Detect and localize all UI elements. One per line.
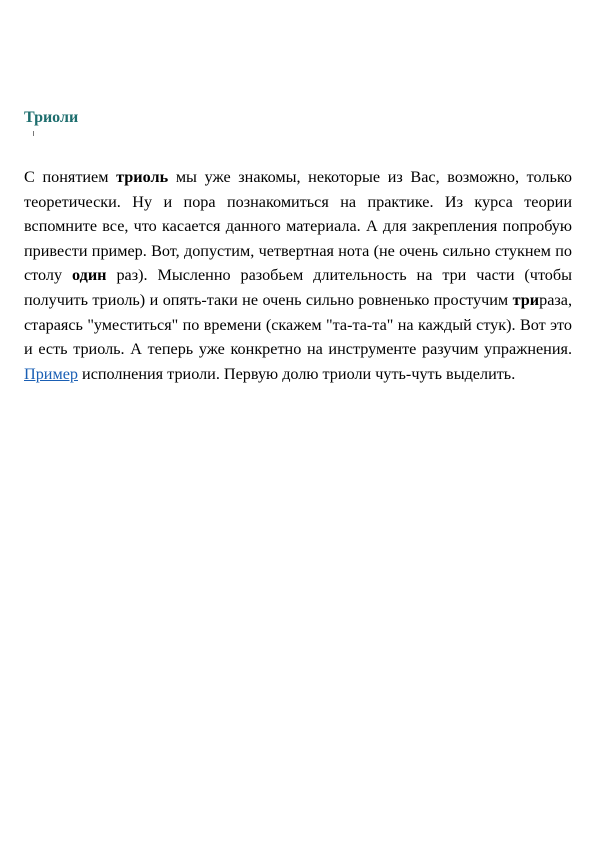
bold-term-odin: один: [72, 266, 107, 285]
bold-term-tri: три: [512, 290, 540, 309]
page-title: Триоли: [24, 109, 79, 126]
text-segment-4: раза, стараясь "уместиться" по времени (скажем "та-та-та" на каждый стук). Вот это и есть триоль. А теперь уже конкретно на инструменте разучим упражнения.: [24, 290, 572, 359]
text-segment-2: мы уже знакомы, некоторые из Вас, возможно, только теоретически. Ну и пора познакомиться на практике. Из курса теории вспомните все, что касается данного материала. А для закрепления попробую привести пример. Вот, допустим, четвертная нота (не очень сильно стукнем по столу: [24, 168, 572, 285]
tick-mark: [33, 131, 34, 136]
text-segment-3: раз). Мысленно разобьем длительность на три части (чтобы получить триоль) и опять-таки не очень сильно ровненько простучим: [24, 266, 573, 309]
text-segment-5: исполнения триоли. Первую долю триоли чуть-чуть выделить.: [82, 364, 516, 383]
body-paragraph: [24, 165, 572, 386]
text-segment-1: С понятием: [24, 168, 109, 186]
bold-term-triol: триоль: [116, 168, 169, 186]
example-link[interactable]: Пример: [24, 364, 78, 383]
